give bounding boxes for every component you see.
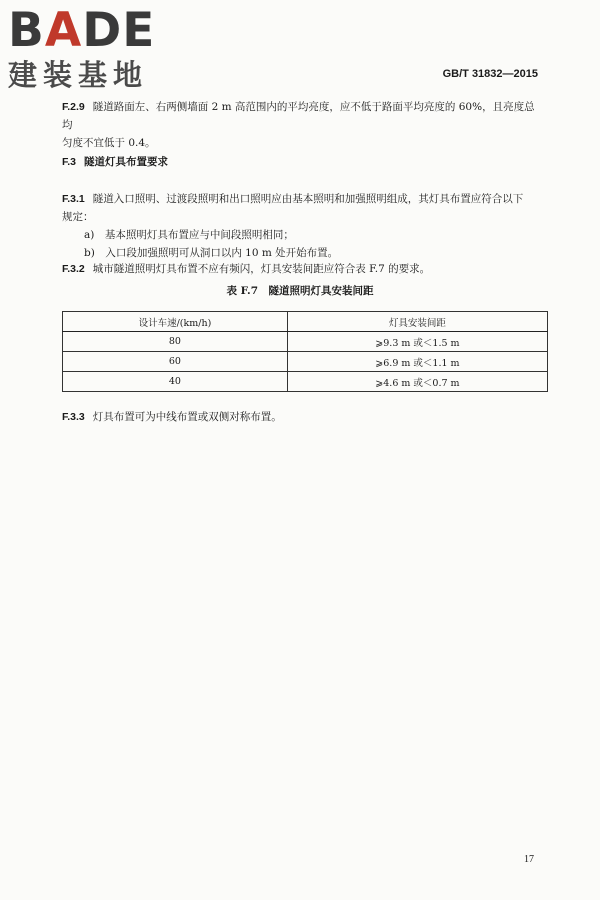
clause-f33 xyxy=(62,408,540,426)
list-item-a: a) 基本照明灯具布置应与中间段照明相同； xyxy=(84,229,294,241)
spacing-table xyxy=(62,311,548,392)
table-caption: 表 F.7 隧道照明灯具安装间距 xyxy=(226,285,374,297)
clause-number: F.3.2 xyxy=(62,263,85,275)
clause-text: 隧道路面左、右两侧墙面 2 m 高范围内的平均亮度，应不低于路面平均亮度的 60%，且亮度总均 xyxy=(62,101,535,131)
table-header-row xyxy=(63,312,548,332)
clause-f29 xyxy=(62,98,540,152)
clause-text-cont: 匀度不宜低于 0.4。 xyxy=(62,137,156,149)
section-f3-heading xyxy=(62,153,540,171)
cell-speed: 60 xyxy=(63,352,288,372)
section-number: F.3 xyxy=(62,156,77,168)
watermark-logo xyxy=(8,3,183,96)
cell-spacing: ⩾9.3 m 或＜1.5 m xyxy=(287,332,547,352)
standard-code: GB/T 31832—2015 xyxy=(442,68,538,80)
header-speed: 设计车速/(km/h) xyxy=(63,312,288,332)
logo-chinese-text: 建装基地 xyxy=(8,58,149,92)
cell-spacing: ⩾4.6 m 或＜0.7 m xyxy=(287,372,547,392)
cell-speed: 40 xyxy=(63,372,288,392)
list-item-b: b) 入口段加强照明可从洞口以内 10 m 处开始布置。 xyxy=(84,247,339,259)
page-number: 17 xyxy=(524,854,534,865)
cell-speed: 80 xyxy=(63,332,288,352)
header-spacing: 灯具安装间距 xyxy=(287,312,547,332)
logo-wordmark: BADE xyxy=(8,3,156,58)
clause-number: F.3.3 xyxy=(62,411,85,423)
section-title: 隧道灯具布置要求 xyxy=(84,156,169,168)
clause-text: 隧道入口照明、过渡段照明和出口照明应由基本照明和加强照明组成，其灯具布置应符合以下 xyxy=(92,193,524,205)
table-row xyxy=(63,332,548,352)
clause-text: 城市隧道照明灯具布置不应有频闪，灯具安装间距应符合表 F.7 的要求。 xyxy=(92,263,431,275)
clause-number: F.3.1 xyxy=(62,193,85,205)
clause-number: F.2.9 xyxy=(62,101,85,113)
clause-f32 xyxy=(62,260,540,278)
clause-text: 灯具布置可为中线布置或双侧对称布置。 xyxy=(92,411,282,423)
clause-f31 xyxy=(62,190,540,262)
table-row xyxy=(63,372,548,392)
table-row xyxy=(63,352,548,372)
clause-text-cont: 规定： xyxy=(62,211,94,223)
cell-spacing: ⩾6.9 m 或＜1.1 m xyxy=(287,352,547,372)
